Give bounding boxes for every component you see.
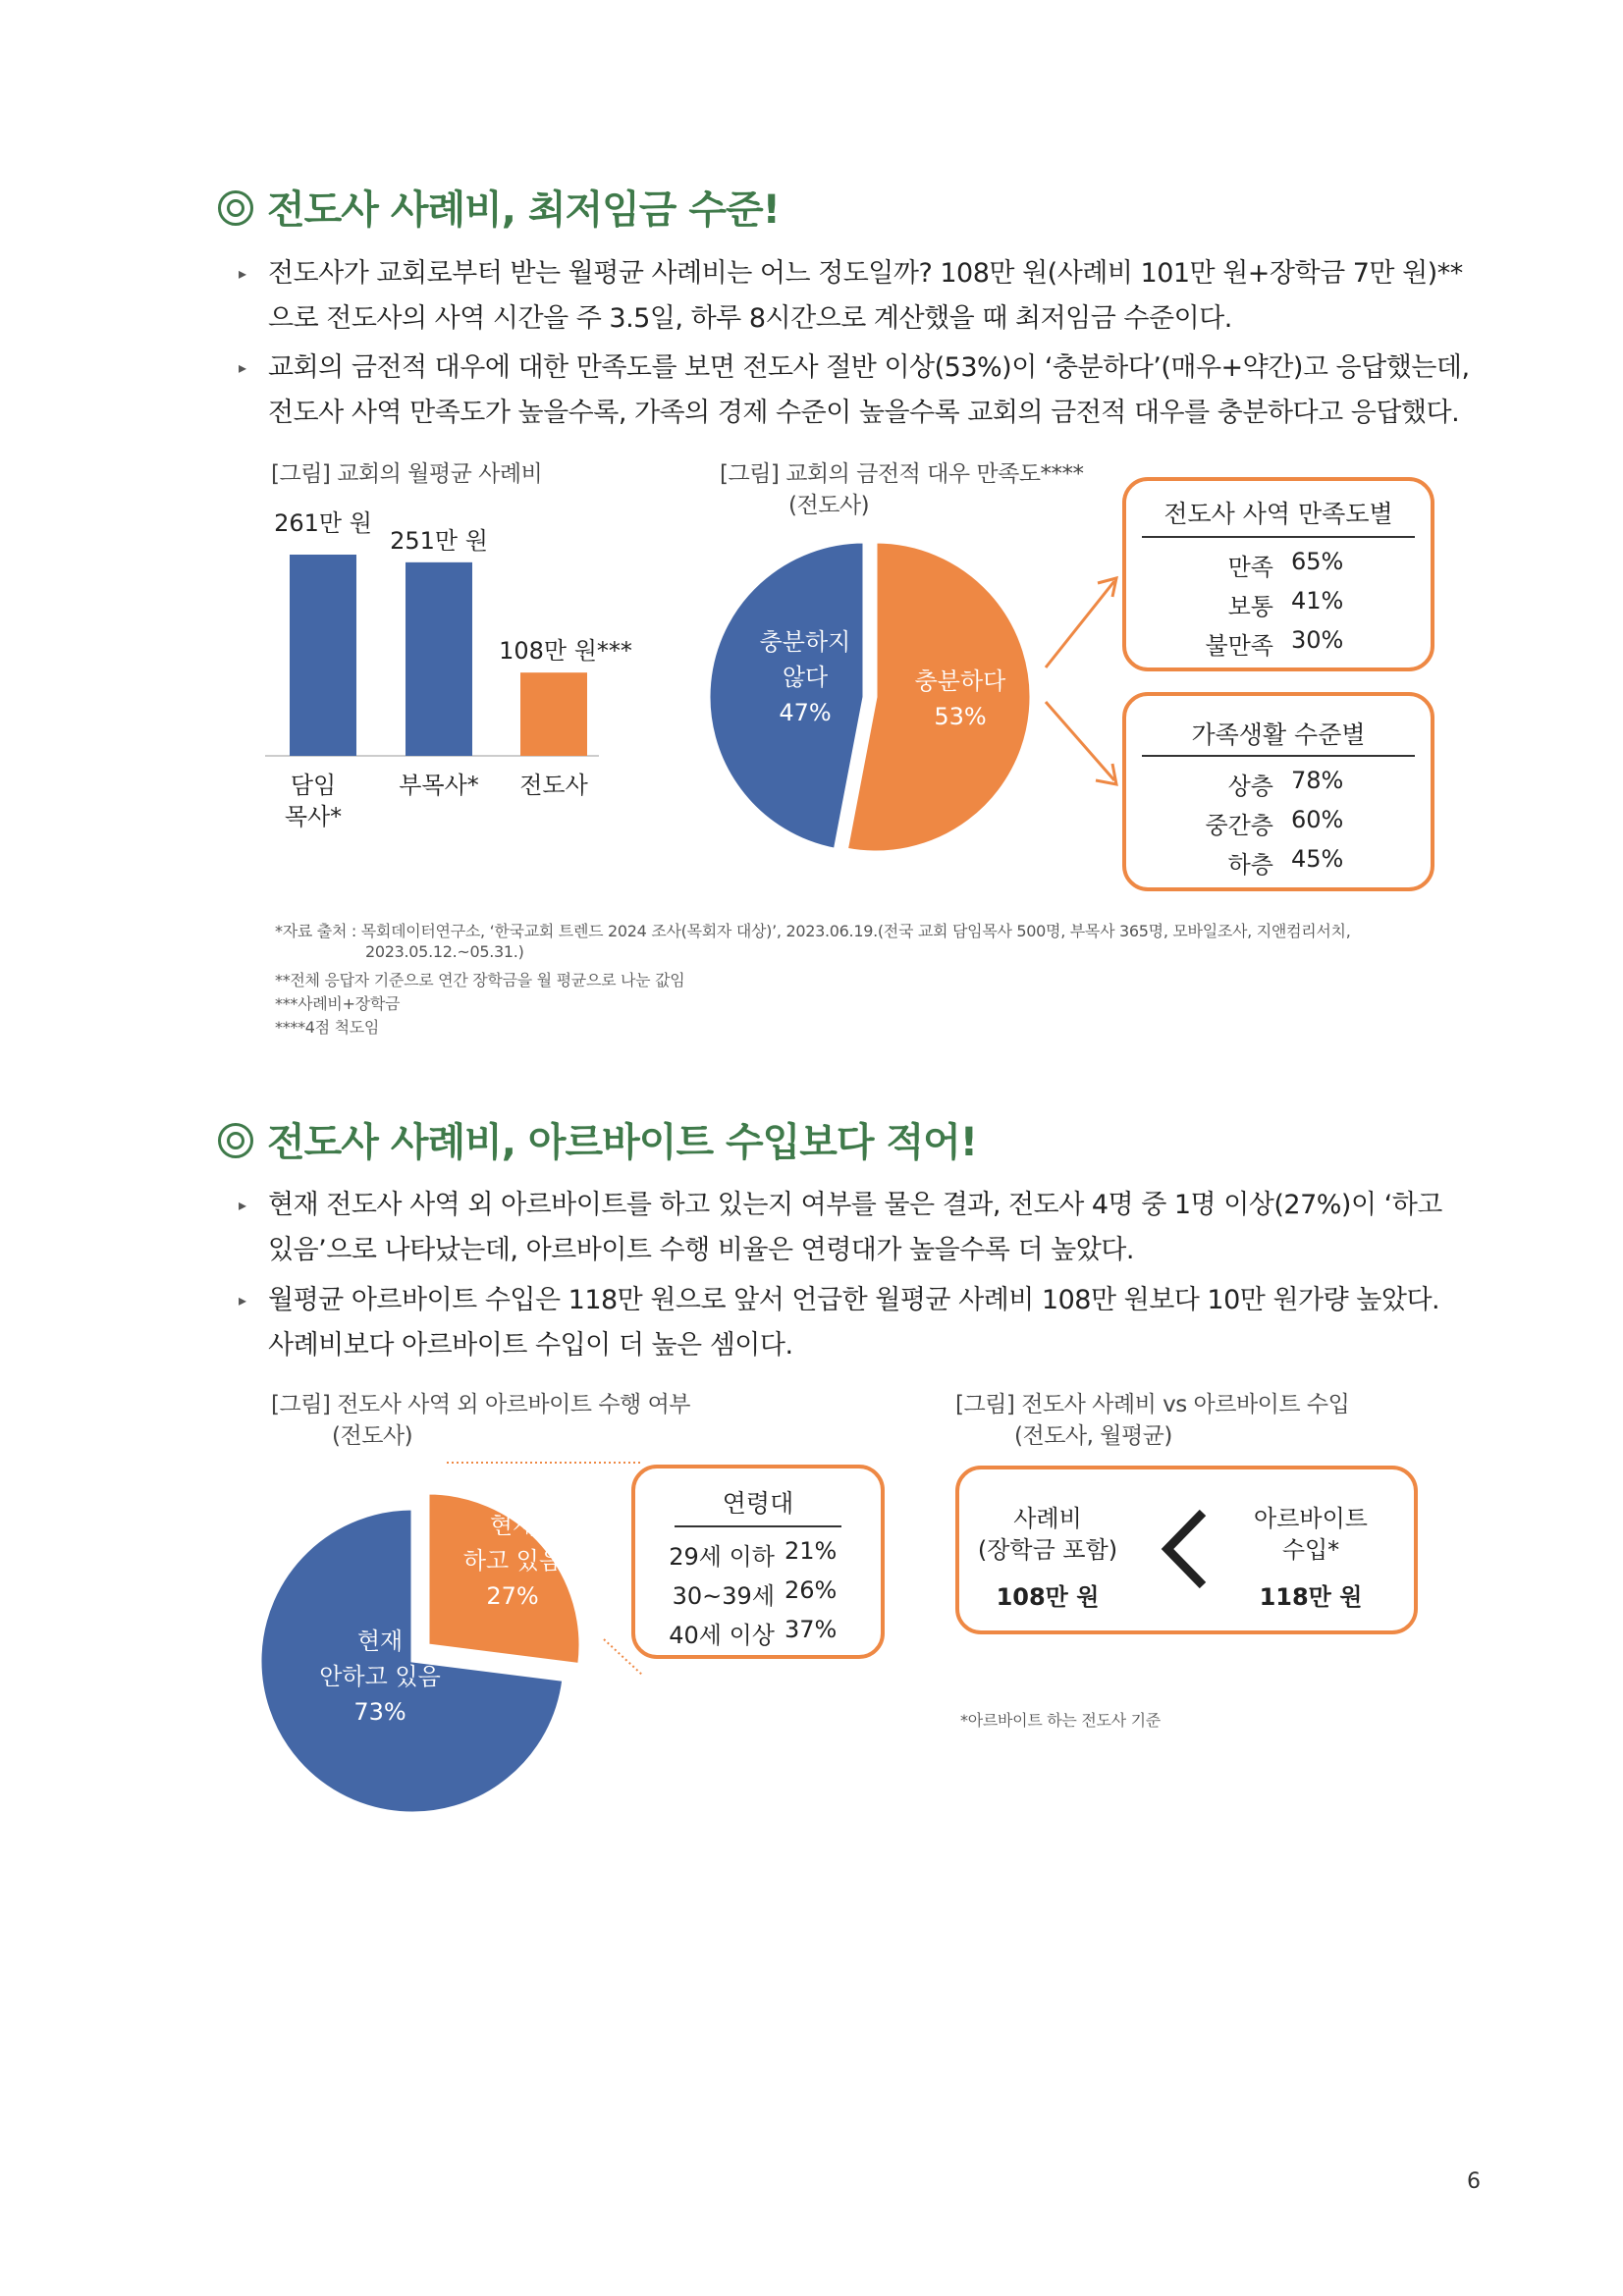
section2-bullet-2: ▸ 월평균 아르바이트 수입은 118만 원으로 앞서 언급한 월평균 사례비 108만 원보다 10만 원가량 높았다. 사례비보다 아르바이트 수입이 더 높은 셈이다.	[268, 1278, 1495, 1368]
fig4-caption-sub: (전도사, 월평균)	[1014, 1423, 1172, 1449]
divider	[675, 1525, 841, 1527]
bar-3	[520, 672, 587, 756]
row-value: 65%	[1291, 548, 1344, 575]
arrow-down	[1046, 702, 1114, 780]
stipend-value: 108만 원	[996, 1583, 1100, 1611]
footnote-3: ***사례비+장학금	[275, 994, 401, 1013]
arrow-up	[1046, 581, 1114, 667]
pie-slice-label: 현재	[489, 1512, 536, 1539]
age-group-box	[631, 1465, 885, 1659]
pie-slice-2	[709, 542, 864, 849]
fig3-caption-sub: (전도사)	[332, 1423, 413, 1449]
fig4-caption: [그림] 전도사 사례비 vs 아르바이트 수입	[955, 1392, 1350, 1417]
bar-1	[290, 555, 356, 756]
section2-title: 전도사 사례비, 아르바이트 수입보다 적어!	[218, 1111, 977, 1167]
row-label: 중간층	[1205, 812, 1273, 839]
pie-slice-label: 충분하지	[759, 628, 851, 656]
satisfaction-pie-chart	[707, 530, 1051, 864]
bullet-triangle-icon: ▸	[239, 1196, 246, 1214]
bar-value-label: 251만 원	[390, 526, 488, 555]
pie-slice-label: 충분하다	[914, 667, 1006, 695]
row-label: 상층	[1227, 773, 1273, 800]
row-value: 45%	[1291, 845, 1344, 873]
bar-value-label: 261만 원	[274, 509, 372, 537]
fig1-caption: [그림] 교회의 월평균 사례비	[271, 461, 543, 487]
row-value: 21%	[784, 1537, 838, 1565]
stipend-label: 사례비	[1013, 1505, 1082, 1532]
divider	[1142, 755, 1415, 757]
parttime-value: 118만 원	[1259, 1583, 1363, 1611]
divider	[1142, 536, 1415, 538]
bar-chart	[265, 501, 632, 854]
box-title: 연령대	[722, 1489, 794, 1518]
category-label: 담임	[290, 772, 337, 799]
parttime-sublabel: 수입*	[1281, 1536, 1340, 1564]
bullet-triangle-icon: ▸	[239, 264, 246, 283]
section1-bullet-1: ▸ 전도사가 교회로부터 받는 월평균 사례비는 어느 정도일까? 108만 원(사례비 101만 원+장학금 7만 원)** 으로 전도사의 사역 시간을 주 3.5일, 하루 8시간으로 계산했을 때 최저임금 수준이다.	[268, 251, 1495, 342]
pie-slice-label: 안하고 있음	[319, 1663, 441, 1690]
page-number: 6	[1467, 2169, 1481, 2194]
less-than-icon	[1158, 1507, 1213, 1591]
pie-slice-label: 73%	[353, 1698, 406, 1726]
double-circle-icon	[218, 1123, 253, 1158]
row-label: 불만족	[1205, 632, 1273, 660]
source-note: *자료 출처 : 목회데이터연구소, ‘한국교회 트렌드 2024 조사(목회자 대상)’, 2023.06.19.(전국 교회 담임목사 500명, 부목사 365명, 모바일조사, 지앤컴리서치,	[275, 922, 1351, 940]
row-value: 30%	[1291, 626, 1344, 654]
section1-bullet-2: ▸ 교회의 금전적 대우에 대한 만족도를 보면 전도사 절반 이상(53%)이 ‘충분하다’(매우+약간)고 응답했는데, 전도사 사역 만족도가 높을수록, 가족의 경제 수준이 높을수록 교회의 금전적 대우를 충분하다고 응답했다.	[268, 346, 1495, 436]
box-title: 전도사 사역 만족도별	[1163, 500, 1393, 528]
row-label: 40세 이상	[669, 1622, 775, 1649]
category-label: 목사*	[284, 803, 343, 830]
source-note-cont: 2023.05.12.~05.31.)	[365, 942, 524, 961]
bar-value-label: 108만 원***	[499, 637, 632, 666]
fig2-caption-sub: (전도사)	[788, 493, 870, 518]
footnote-4: ****4점 척도임	[275, 1018, 380, 1037]
bullet-triangle-icon: ▸	[239, 1291, 246, 1309]
pie-slice-label: 현재	[356, 1628, 404, 1655]
pie-slice-label: 53%	[934, 703, 987, 730]
fig2-caption: [그림] 교회의 금전적 대우 만족도****	[720, 461, 1084, 487]
double-circle-icon	[218, 190, 253, 226]
stipend-sublabel: (장학금 포함)	[977, 1536, 1118, 1564]
row-label: 30~39세	[672, 1582, 775, 1610]
pie-slice-label: 하고 있음	[462, 1547, 563, 1575]
row-value: 60%	[1291, 806, 1344, 833]
row-value: 37%	[784, 1616, 838, 1643]
pie-slice-label: 47%	[779, 699, 832, 726]
row-label: 보통	[1227, 593, 1273, 620]
category-label: 부목사*	[399, 772, 479, 799]
fig3-caption: [그림] 전도사 사역 외 아르바이트 수행 여부	[271, 1392, 691, 1417]
box-title: 가족생활 수준별	[1191, 721, 1366, 749]
category-label: 전도사	[519, 772, 588, 799]
compare-note: *아르바이트 하는 전도사 기준	[960, 1711, 1161, 1730]
footnote-2: **전체 응답자 기준으로 연간 장학금을 월 평균으로 나눈 값임	[275, 971, 685, 989]
pie-slice-label: 않다	[782, 664, 829, 691]
income-compare-box	[955, 1466, 1418, 1634]
row-label: 하층	[1227, 851, 1273, 879]
row-value: 78%	[1291, 767, 1344, 794]
ministry-satisfaction-box	[1122, 477, 1434, 671]
row-value: 41%	[1291, 587, 1344, 614]
row-label: 29세 이하	[669, 1543, 775, 1571]
pie-slice-1	[846, 542, 1031, 852]
bullet-triangle-icon: ▸	[239, 358, 246, 377]
family-level-box	[1122, 692, 1434, 891]
section2-bullet-1: ▸ 현재 전도사 사역 외 아르바이트를 하고 있는지 여부를 물은 결과, 전도사 4명 중 1명 이상(27%)이 ‘하고 있음’으로 나타났는데, 아르바이트 수행 비율은 연령대가 높을수록 더 높았다.	[268, 1183, 1495, 1273]
section1-title: 전도사 사례비, 최저임금 수준!	[218, 179, 780, 235]
dotted-connectors	[437, 1458, 648, 1683]
bar-2	[406, 562, 472, 756]
parttime-label: 아르바이트	[1254, 1505, 1368, 1532]
row-label: 만족	[1227, 554, 1273, 581]
pie-slice-label: 27%	[486, 1582, 539, 1610]
row-value: 26%	[784, 1576, 838, 1604]
